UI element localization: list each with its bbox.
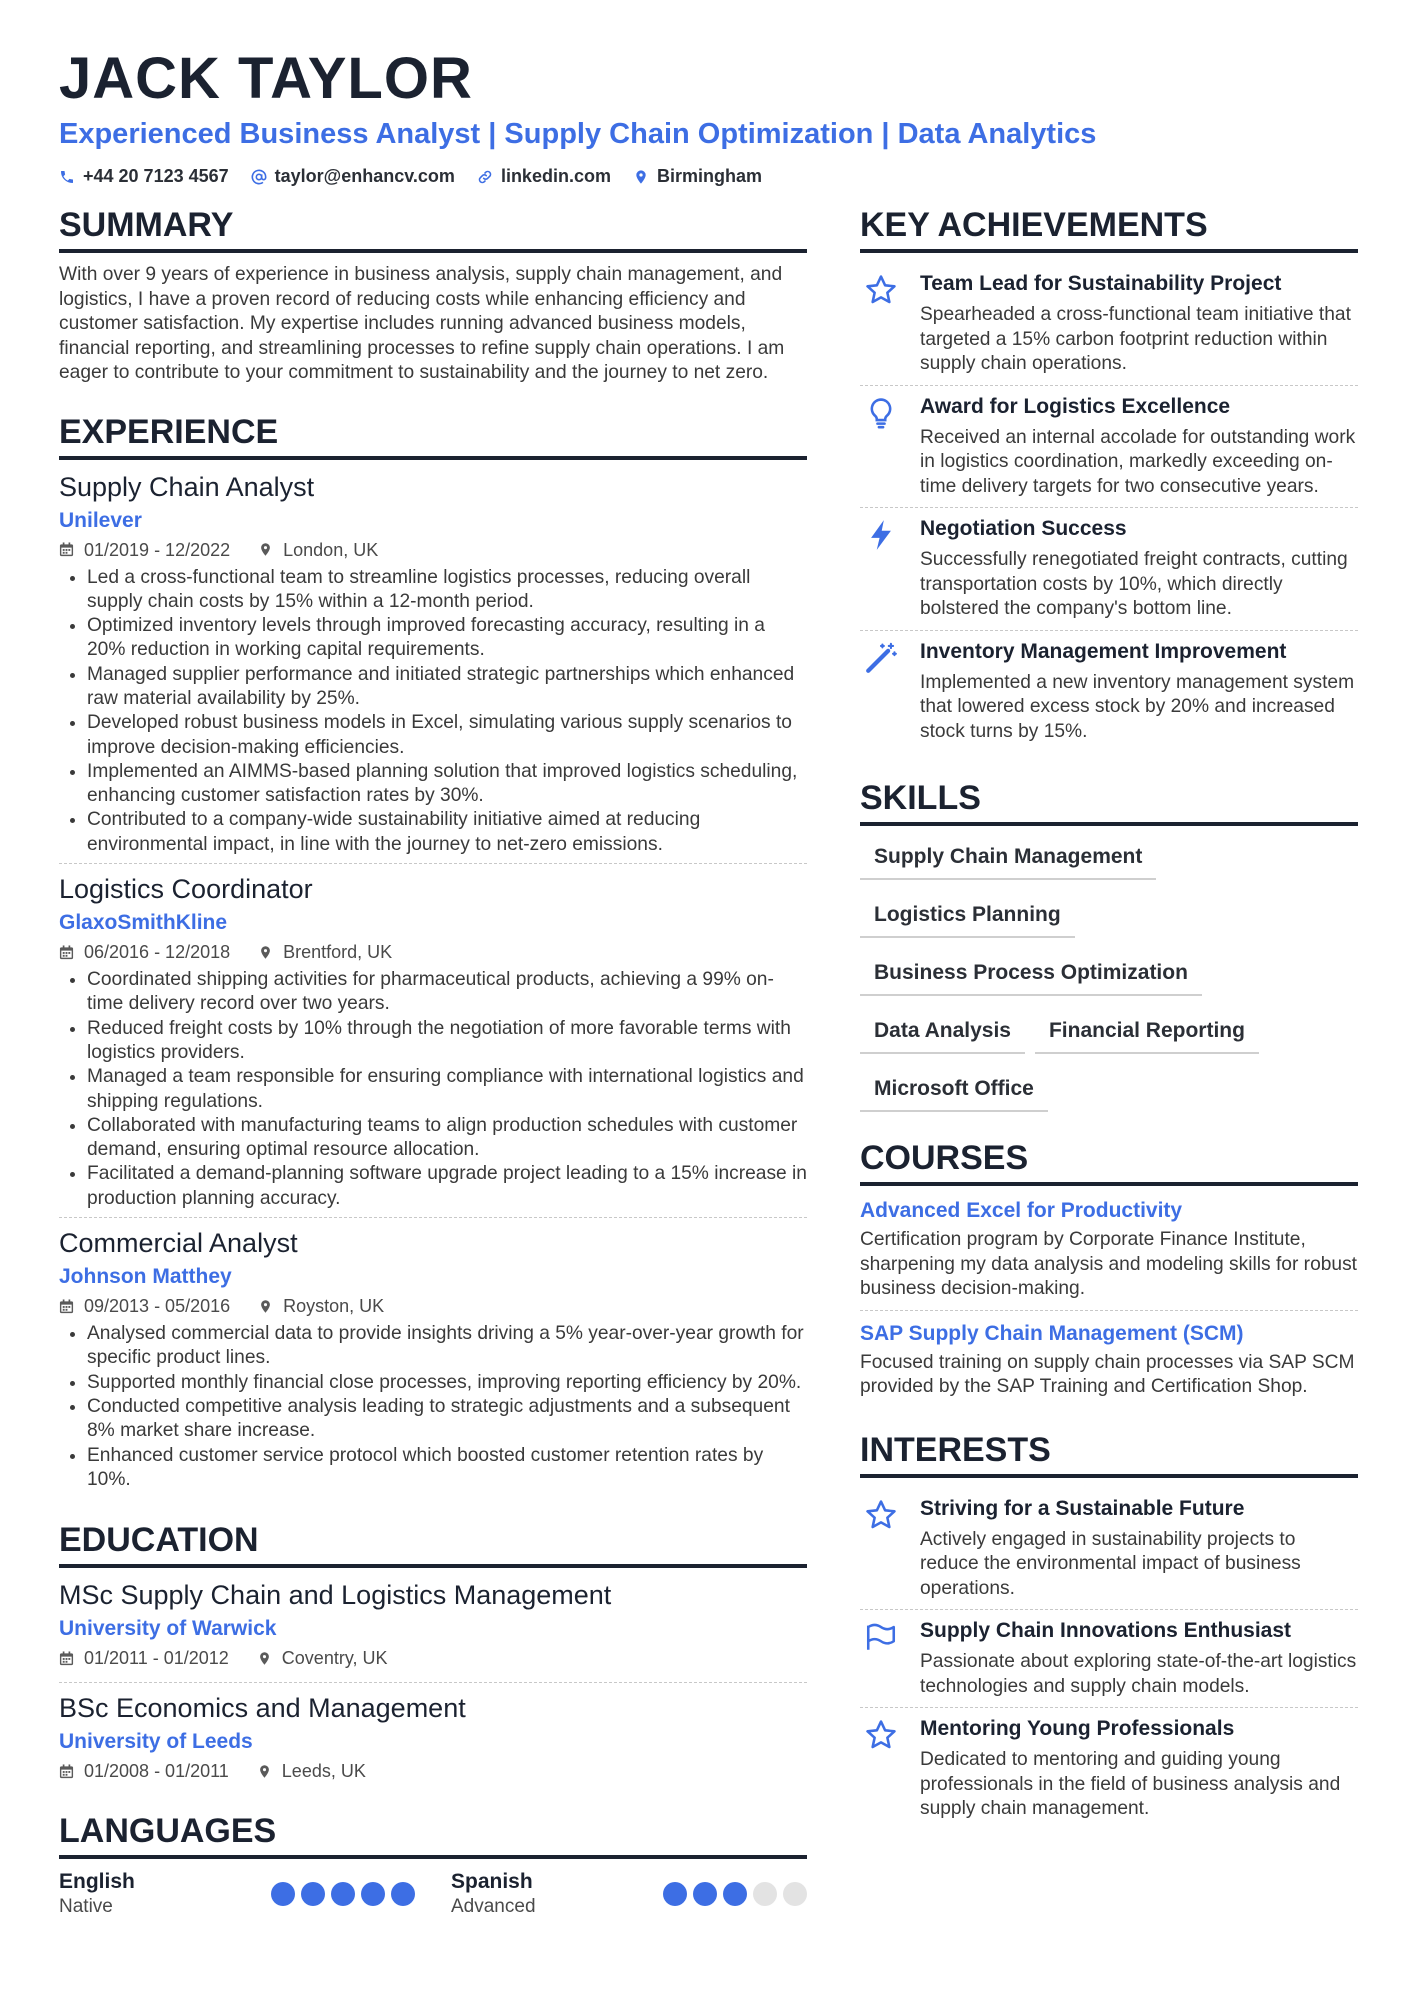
education-entry (59, 1691, 807, 1795)
rating-dot (301, 1882, 325, 1906)
skill-tag: Financial Reporting (1035, 1010, 1259, 1054)
job-location: Brentford, UK (283, 942, 393, 963)
languages-section (59, 1809, 807, 1919)
contact-linkedin[interactable] (477, 166, 611, 187)
bullet-item: • Conducted competitive analysis leading to strategic adjustments and a subsequent 8% market share increase. (87, 1395, 807, 1444)
rating-dot (693, 1882, 717, 1906)
rating-dot (361, 1882, 385, 1906)
contact-email[interactable] (251, 166, 455, 187)
skill-tag: Supply Chain Management (860, 836, 1156, 880)
education-entry (59, 1578, 807, 1683)
job-title: Commercial Analyst (59, 1228, 298, 1259)
location-pin-icon (258, 1299, 273, 1314)
link-icon (477, 169, 493, 185)
experience-entry (59, 1226, 807, 1498)
rating-dot (331, 1882, 355, 1906)
language-entry (451, 1869, 807, 1919)
calendar-icon (59, 542, 74, 557)
job-bullets (59, 1322, 807, 1492)
language-name: Spanish (451, 1870, 533, 1894)
contact-phone[interactable] (59, 166, 229, 187)
interests-heading: INTERESTS (860, 1428, 1358, 1478)
bullet-item: • Coordinated shipping activities for pharmaceutical products, achieving a 99% on-time delivery record over two years. (87, 968, 807, 1017)
school-name: University of Leeds (59, 1730, 253, 1754)
linkedin-text: linkedin.com (500, 166, 611, 186)
degree-title: BSc Economics and Management (59, 1693, 466, 1724)
bullet-item: • Optimized inventory levels through improved forecasting accuracy, resulting in a 20% reduction in working capital requirements. (87, 614, 807, 663)
experience-entry (59, 872, 807, 1218)
at-icon (251, 169, 267, 185)
flag-icon (864, 1620, 898, 1654)
achievement-title: Negotiation Success (920, 517, 1127, 540)
bullet-item: • Contributed to a company-wide sustainability initiative aimed at reducing environmental impact, in line with the journey to net-zero emissions. (87, 808, 807, 857)
bullet-item: • Collaborated with manufacturing teams to align production schedules with customer demand, ensuring optimal resource allocation. (87, 1114, 807, 1163)
job-location: London, UK (283, 539, 379, 560)
language-level: Advanced (451, 1896, 536, 1918)
job-title: Supply Chain Analyst (59, 471, 315, 502)
achievement-desc: Implemented a new inventory management system that lowered excess stock by 20% and increased stock turns by 15%. (920, 671, 1355, 742)
star-icon (864, 1498, 898, 1532)
bullet-item: • Facilitated a demand-planning software upgrade project leading to a 15% increase in production planning accuracy. (87, 1162, 807, 1211)
phone-text: +44 20 7123 4567 (83, 166, 229, 186)
contact-bar (59, 166, 1359, 187)
rating-dot (271, 1882, 295, 1906)
interest-entry (860, 1610, 1358, 1708)
interest-entry (860, 1708, 1358, 1830)
bullet-item: • Implemented an AIMMS-based planning solution that improved logistics scheduling, enhancing customer satisfaction rates by 30%. (87, 760, 807, 809)
achievements-heading: KEY ACHIEVEMENTS (860, 203, 1358, 253)
star-icon (864, 273, 898, 307)
summary-text: With over 9 years of experience in business analysis, supply chain management, and logistics, I have a proven record of reducing costs while enhancing efficiency and customer satisfaction. My expertise includes running advanced business models, financial reporting, and streamlining processes to refine supply chain operations. I am eager to contribute to your commitment to sustainability and the journey to net zero. (59, 264, 785, 383)
location-pin-icon (633, 169, 649, 185)
interest-title: Striving for a Sustainable Future (920, 1496, 1245, 1520)
languages-list (59, 1869, 807, 1919)
experience-entry (59, 470, 807, 865)
school-name: University of Warwick (59, 1617, 277, 1641)
star-icon (864, 1718, 898, 1752)
achievement-entry (860, 631, 1358, 753)
education-dates: 01/2011 - 01/2012 (84, 1648, 229, 1669)
interests-section (860, 1428, 1358, 1830)
language-level: Native (59, 1896, 113, 1918)
education-meta (59, 1759, 807, 1783)
rating-dot (723, 1882, 747, 1906)
achievement-entry (860, 508, 1358, 631)
course-entry (860, 1196, 1358, 1311)
education-dates: 01/2008 - 01/2011 (84, 1761, 229, 1782)
education-section (59, 1518, 807, 1795)
skill-tag: Business Process Optimization (860, 952, 1202, 996)
lightbulb-icon (864, 396, 898, 430)
achievements-section (860, 203, 1358, 752)
job-dates: 06/2016 - 12/2018 (84, 942, 231, 963)
location-pin-icon (257, 1651, 272, 1666)
candidate-headline: Experienced Business Analyst | Supply Chain Optimization | Data Analytics (59, 118, 1097, 150)
achievement-title: Award for Logistics Excellence (920, 394, 1231, 418)
job-bullets (59, 968, 807, 1211)
courses-heading: COURSES (860, 1136, 1358, 1186)
course-entry (860, 1319, 1358, 1408)
interest-title: Mentoring Young Professionals (920, 1717, 1235, 1740)
job-meta (59, 1294, 807, 1318)
rating-dot (753, 1882, 777, 1906)
skill-tag: Microsoft Office (860, 1068, 1048, 1112)
job-meta (59, 940, 807, 964)
resume-header (59, 44, 1359, 187)
email-text: taylor@enhancv.com (274, 166, 455, 186)
candidate-name: JACK TAYLOR (59, 46, 473, 111)
company-name: GlaxoSmithKline (59, 911, 228, 935)
achievement-entry (860, 263, 1358, 386)
course-title: SAP Supply Chain Management (SCM) (860, 1321, 1244, 1345)
education-heading: EDUCATION (59, 1518, 807, 1568)
summary-heading: SUMMARY (59, 203, 807, 253)
skill-tag: Data Analysis (860, 1010, 1025, 1054)
experience-section (59, 410, 807, 1499)
rating-dot (783, 1882, 807, 1906)
languages-heading: LANGUAGES (59, 1809, 807, 1859)
achievement-title: Team Lead for Sustainability Project (920, 272, 1282, 295)
courses-section (860, 1136, 1358, 1408)
language-entry (59, 1869, 415, 1919)
magic-wand-icon (864, 641, 898, 675)
achievement-title: Inventory Management Improvement (920, 639, 1287, 663)
degree-title: MSc Supply Chain and Logistics Management (59, 1580, 612, 1611)
skills-list (860, 836, 1358, 1112)
skills-section (860, 776, 1358, 1112)
bullet-item: • Supported monthly financial close processes, improving reporting efficiency by 20%. (87, 1371, 807, 1395)
job-meta (59, 538, 807, 562)
language-rating (271, 1882, 415, 1906)
contact-location (633, 166, 762, 187)
bullet-item: • Managed a team responsible for ensuring compliance with international logistics and shipping regulations. (87, 1065, 807, 1114)
company-name: Johnson Matthey (59, 1265, 232, 1289)
achievement-entry (860, 386, 1358, 509)
calendar-icon (59, 1299, 74, 1314)
calendar-icon (59, 1651, 74, 1666)
summary-section (59, 203, 807, 386)
job-dates: 09/2013 - 05/2016 (84, 1296, 231, 1317)
interest-desc: Dedicated to mentoring and guiding young professionals in the field of business analysis and supply chain management. (920, 1749, 1341, 1819)
lightning-icon (864, 518, 898, 552)
education-meta (59, 1646, 807, 1670)
location-pin-icon (258, 542, 273, 557)
course-title: Advanced Excel for Productivity (860, 1199, 1183, 1222)
rating-dot (391, 1882, 415, 1906)
job-title: Logistics Coordinator (59, 874, 313, 905)
calendar-icon (59, 1764, 74, 1779)
course-desc: Focused training on supply chain processes via SAP SCM provided by the SAP Training and Certification Shop. (860, 1351, 1355, 1397)
interest-title: Supply Chain Innovations Enthusiast (920, 1619, 1292, 1642)
experience-heading: EXPERIENCE (59, 410, 807, 460)
location-text: Birmingham (656, 166, 762, 186)
bullet-item: • Reduced freight costs by 10% through the negotiation of more favorable terms with logistics providers. (87, 1017, 807, 1066)
language-rating (663, 1882, 807, 1906)
interest-entry (860, 1488, 1358, 1611)
course-desc: Certification program by Corporate Finance Institute, sharpening my data analysis and modeling skills for robust business decision-making. (860, 1229, 1358, 1299)
bullet-item: • Led a cross-functional team to streamline logistics processes, reducing overall supply chain costs by 15% within a 12-month period. (87, 566, 807, 615)
right-column (860, 203, 1358, 1830)
phone-icon (59, 169, 75, 185)
achievement-desc: Successfully renegotiated freight contracts, cutting transportation costs by 10%, which directly bolstered the company's bottom line. (920, 549, 1348, 619)
bullet-item: • Analysed commercial data to provide insights driving a 5% year-over-year growth for specific product lines. (87, 1322, 807, 1371)
education-location: Coventry, UK (281, 1648, 388, 1669)
left-column (59, 203, 807, 1919)
achievement-desc: Spearheaded a cross-functional team initiative that targeted a 15% carbon footprint reduction within supply chain operations. (920, 304, 1351, 374)
company-name: Unilever (59, 508, 142, 532)
language-name: English (59, 1870, 135, 1894)
achievement-desc: Received an internal accolade for outstanding work in logistics coordination, markedly exceeding on-time delivery targets for two consecutive years. (920, 426, 1356, 497)
interest-desc: Actively engaged in sustainability projects to reduce the environmental impact of business operations. (920, 1528, 1301, 1599)
job-location: Royston, UK (283, 1296, 385, 1317)
skill-tag: Logistics Planning (860, 894, 1075, 938)
calendar-icon (59, 945, 74, 960)
skills-heading: SKILLS (860, 776, 1358, 826)
location-pin-icon (257, 1764, 272, 1779)
bullet-item: • Enhanced customer service protocol which boosted customer retention rates by 10%. (87, 1444, 807, 1493)
education-location: Leeds, UK (281, 1761, 366, 1782)
job-bullets (59, 566, 807, 858)
bullet-item: • Developed robust business models in Excel, simulating various supply scenarios to improve decision-making efficiencies. (87, 711, 807, 760)
rating-dot (663, 1882, 687, 1906)
bullet-item: • Managed supplier performance and initiated strategic partnerships which enhanced raw material availability by 25%. (87, 663, 807, 712)
location-pin-icon (258, 945, 273, 960)
interest-desc: Passionate about exploring state-of-the-art logistics technologies and supply chain models. (920, 1651, 1357, 1697)
job-dates: 01/2019 - 12/2022 (84, 539, 231, 560)
